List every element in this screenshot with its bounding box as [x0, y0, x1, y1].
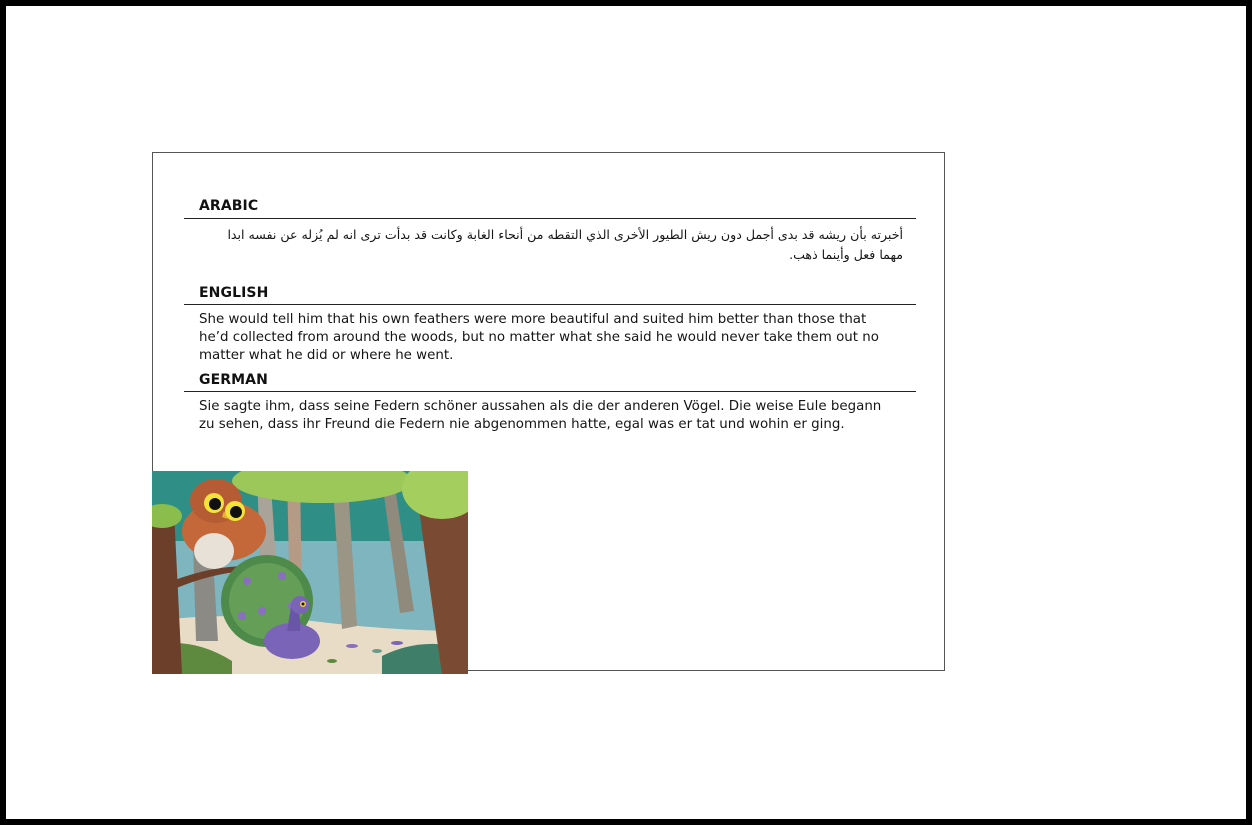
german-text: Sie sagte ihm, dass seine Federn schöner aussahen als die der anderen Vögel. Die weise Eule begann zu sehen, dass ihr Freund die Federn nie abgenommen hatte, egal was er tat und wohin er ging.	[199, 399, 882, 432]
owl-peacock-illustration	[152, 471, 468, 674]
english-text: She would tell him that his own feathers were more beautiful and suited him better than those that he’d collected from around the woods, but no matter what she said he would never take them out no matter what he did or where he went.	[199, 312, 879, 363]
arabic-divider	[184, 218, 916, 219]
german-heading: GERMAN	[199, 372, 268, 388]
english-heading: ENGLISH	[199, 285, 269, 301]
arabic-heading: ARABIC	[199, 198, 259, 214]
english-divider	[184, 304, 916, 305]
german-divider	[184, 391, 916, 392]
arabic-text: أخبرته بأن ريشه قد بدى أجمل دون ريش الطيور الأخرى الذي التقطه من أنحاء الغابة وكانت قد بدأت ترى انه لم يُزله عن نفسه ابدا مهما فعل وأينما ذهب.	[227, 227, 903, 262]
